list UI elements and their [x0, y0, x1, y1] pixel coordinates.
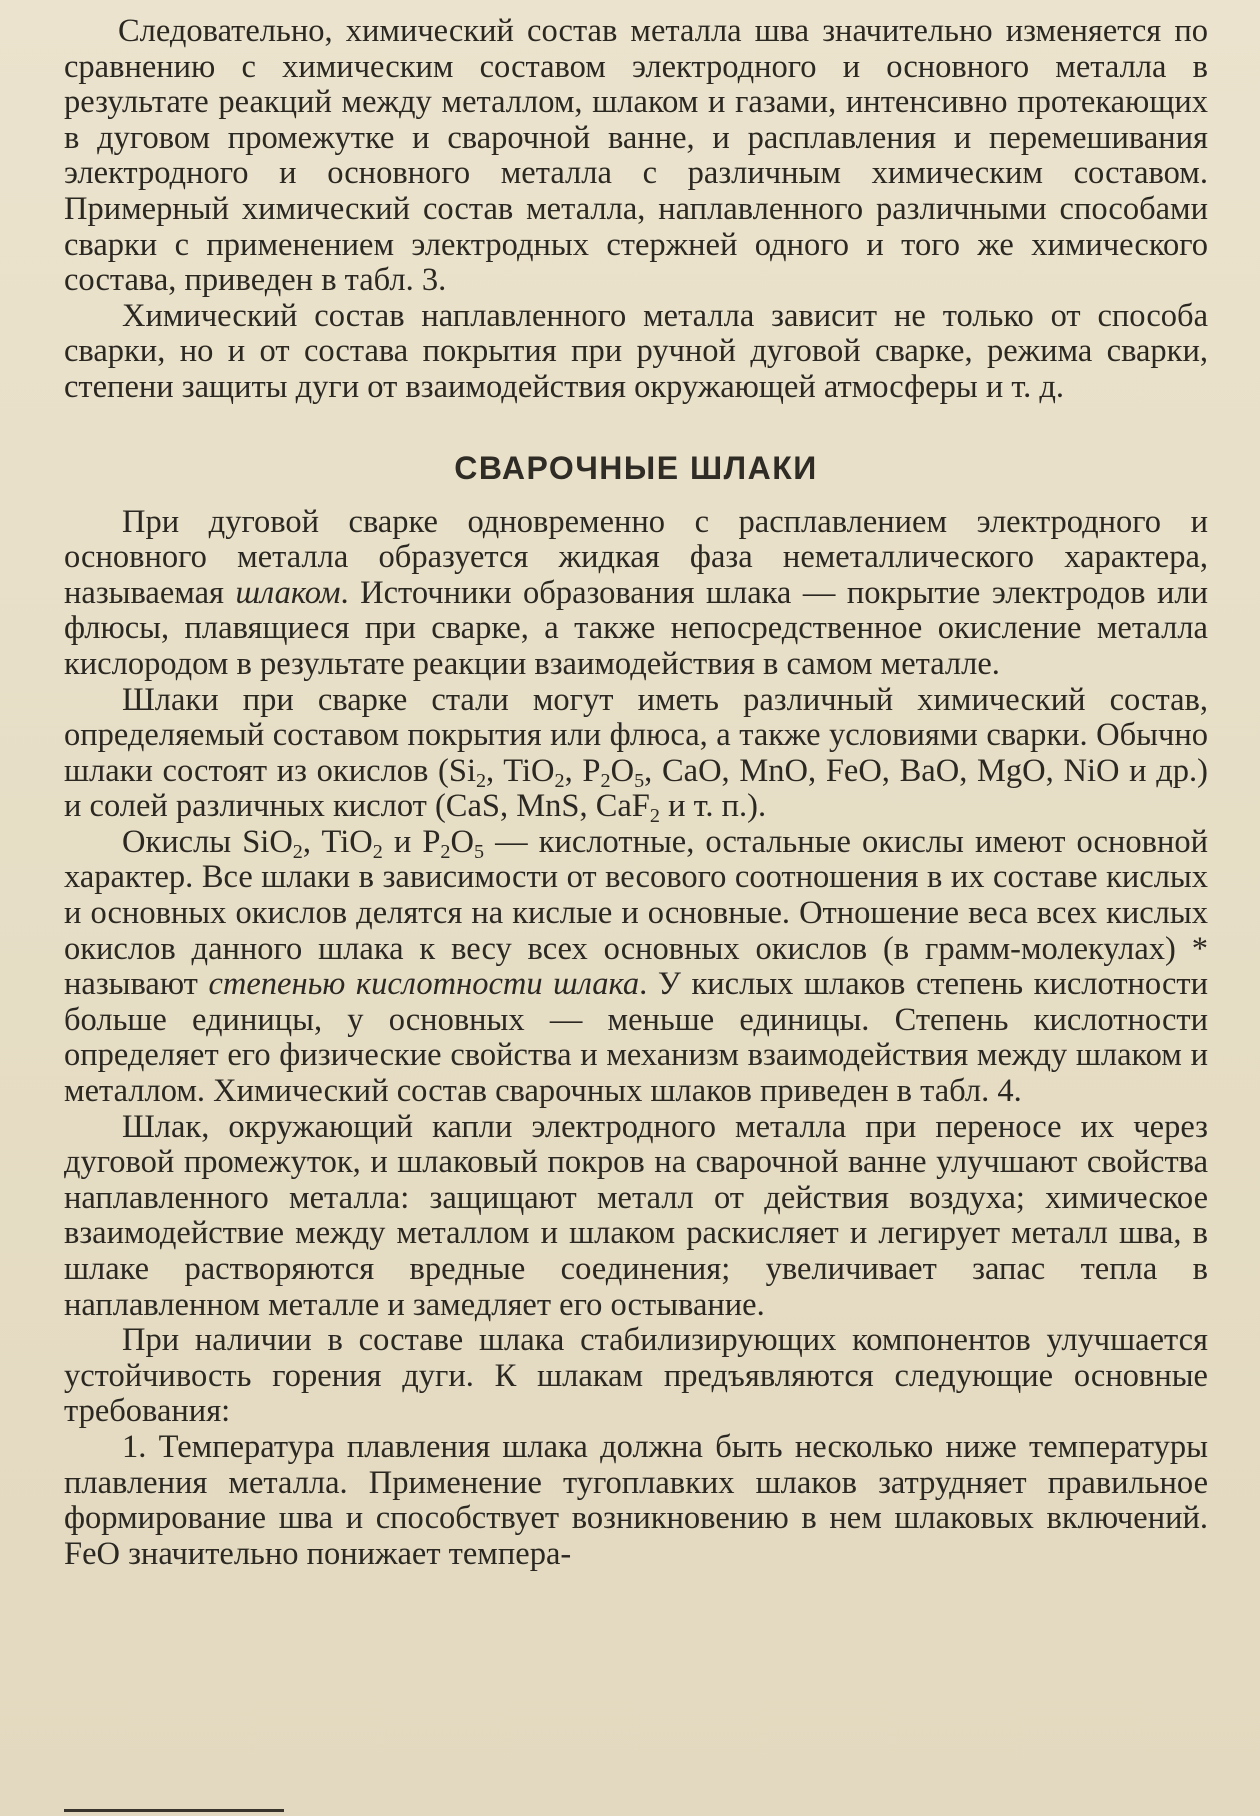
paragraph-requirement-1: 1. Температура плавления шлака должна быть несколько ниже температуры плавления металла. Применение тугоплавких шлаков затрудняет правильное формирование шва и способствует возникновению в нем шлаковых включений. FeO значительно понижает темпера-	[64, 1428, 1208, 1572]
subscript: 5	[634, 769, 645, 792]
text-run: O	[349, 823, 373, 860]
paragraph-slag-definition	[64, 505, 1208, 683]
text-run: Окислы Si	[122, 823, 270, 860]
text-run: O	[531, 752, 555, 789]
text-run: , Ti	[302, 823, 350, 860]
subscript: 2	[372, 840, 383, 863]
text-run: , Ti	[486, 752, 532, 789]
paragraph-slag-requirements: При наличии в составе шлака стабилизирующих компонентов улучшается устойчивость горения дуги. К шлакам предъявляются следующие основные требования:	[64, 1322, 1208, 1430]
subscript: 2	[600, 769, 611, 792]
term-acidity-degree: степенью кислотности шлака	[208, 966, 640, 1003]
text-run: При дуговой сварке одновременно с расплавлением электродного и основного металла образуется жидкая фаза неметаллического характера, называемая	[64, 503, 1208, 611]
paragraph-slag-composition	[64, 681, 1208, 828]
subscript: 2	[292, 840, 303, 863]
section-heading: СВАРОЧНЫЕ ШЛАКИ	[454, 449, 818, 486]
text-run: . У кислых шлаков степень кислотности больше единицы, у основных — меньше единицы. Степень кислотности определяет его физические свойства и механизм взаимодействия между шлаком и металлом. Химический состав сварочных шлаков приведен в табл. 4.	[64, 966, 1208, 1110]
subscript: 2	[440, 840, 451, 863]
text-run: — кислотные, остальные окислы имеют основной характер. Все шлаки в зависимости от весового соотношения в их составе кислых и основных окислов делятся на кислые и основные. Отношение веса всех кислых окислов данного шлака к весу всех основных окислов (в грамм-молекулах) * называют	[64, 823, 1208, 1003]
paragraph-weld-metal-composition: Следовательно, химический состав металла шва значительно изменяется по сравнению с химическим составом электродного и основного металла в результате реакций между металлом, шлаком и газами, интенсивно протекающих в дуговом промежутке и сварочной ванне, и расплавления и перемешивания электродного и основного металла с различным химическим составом. Примерный химический состав металла, наплавленного различными способами сварки с применением электродных стержней одного и того же химического состава, приведен в табл. 3.	[64, 13, 1208, 299]
subscript: 5	[473, 840, 485, 863]
text-run: , P	[564, 752, 601, 789]
text-run: O	[450, 823, 474, 860]
text-run: . Источники образования шлака — покрытие электродов или флюсы, плавящиеся при сварке, а также непосредственное окисление металла кислородом в результате реакции взаимодействия в самом металле.	[64, 574, 1208, 682]
paragraph-acidity	[64, 825, 1208, 1110]
footnote-rule	[64, 1809, 284, 1812]
subscript: 2	[475, 769, 487, 792]
paragraph-deposited-metal: Химический состав наплавленного металла зависит не только от способа сварки, но и от состава покрытия при ручной дуговой сварке, режима сварки, степени защиты дуги от взаимодействия окружающей атмосферы и т. д.	[64, 297, 1208, 405]
term-slag: шлаком	[235, 574, 341, 611]
text-run: Шлаки при сварке стали могут иметь различный химический состав, определяемый составом покрытия или флюса, а также условиями сварки. Обычно шлаки состоят из окислов (Si	[64, 681, 1208, 789]
text-run: O	[610, 752, 635, 789]
subscript: 2	[554, 769, 565, 792]
text-run: и т. п.).	[659, 788, 767, 825]
text-run: , CaO, MnO, FeO, BaO, MgO, NiO и др.) и солей различных кислот (CaS, MnS, CaF	[64, 752, 1208, 825]
subscript: 2	[649, 805, 660, 828]
paragraph-slag-properties: Шлак, окружающий капли электродного металла при переносе их через дуговой промежуток, и шлаковый покров на сварочной ванне улучшают свойства наплавленного металла: защищают металл от действия воздуха; химическое взаимодействие между металлом и шлаком раскисляет и легирует металл шва, в шлаке растворяются вредные соединения; увеличивает запас тепла в наплавленном металле и замедляет его остывание.	[64, 1108, 1208, 1323]
text-run: и P	[382, 823, 441, 860]
text-run: O	[269, 823, 293, 860]
